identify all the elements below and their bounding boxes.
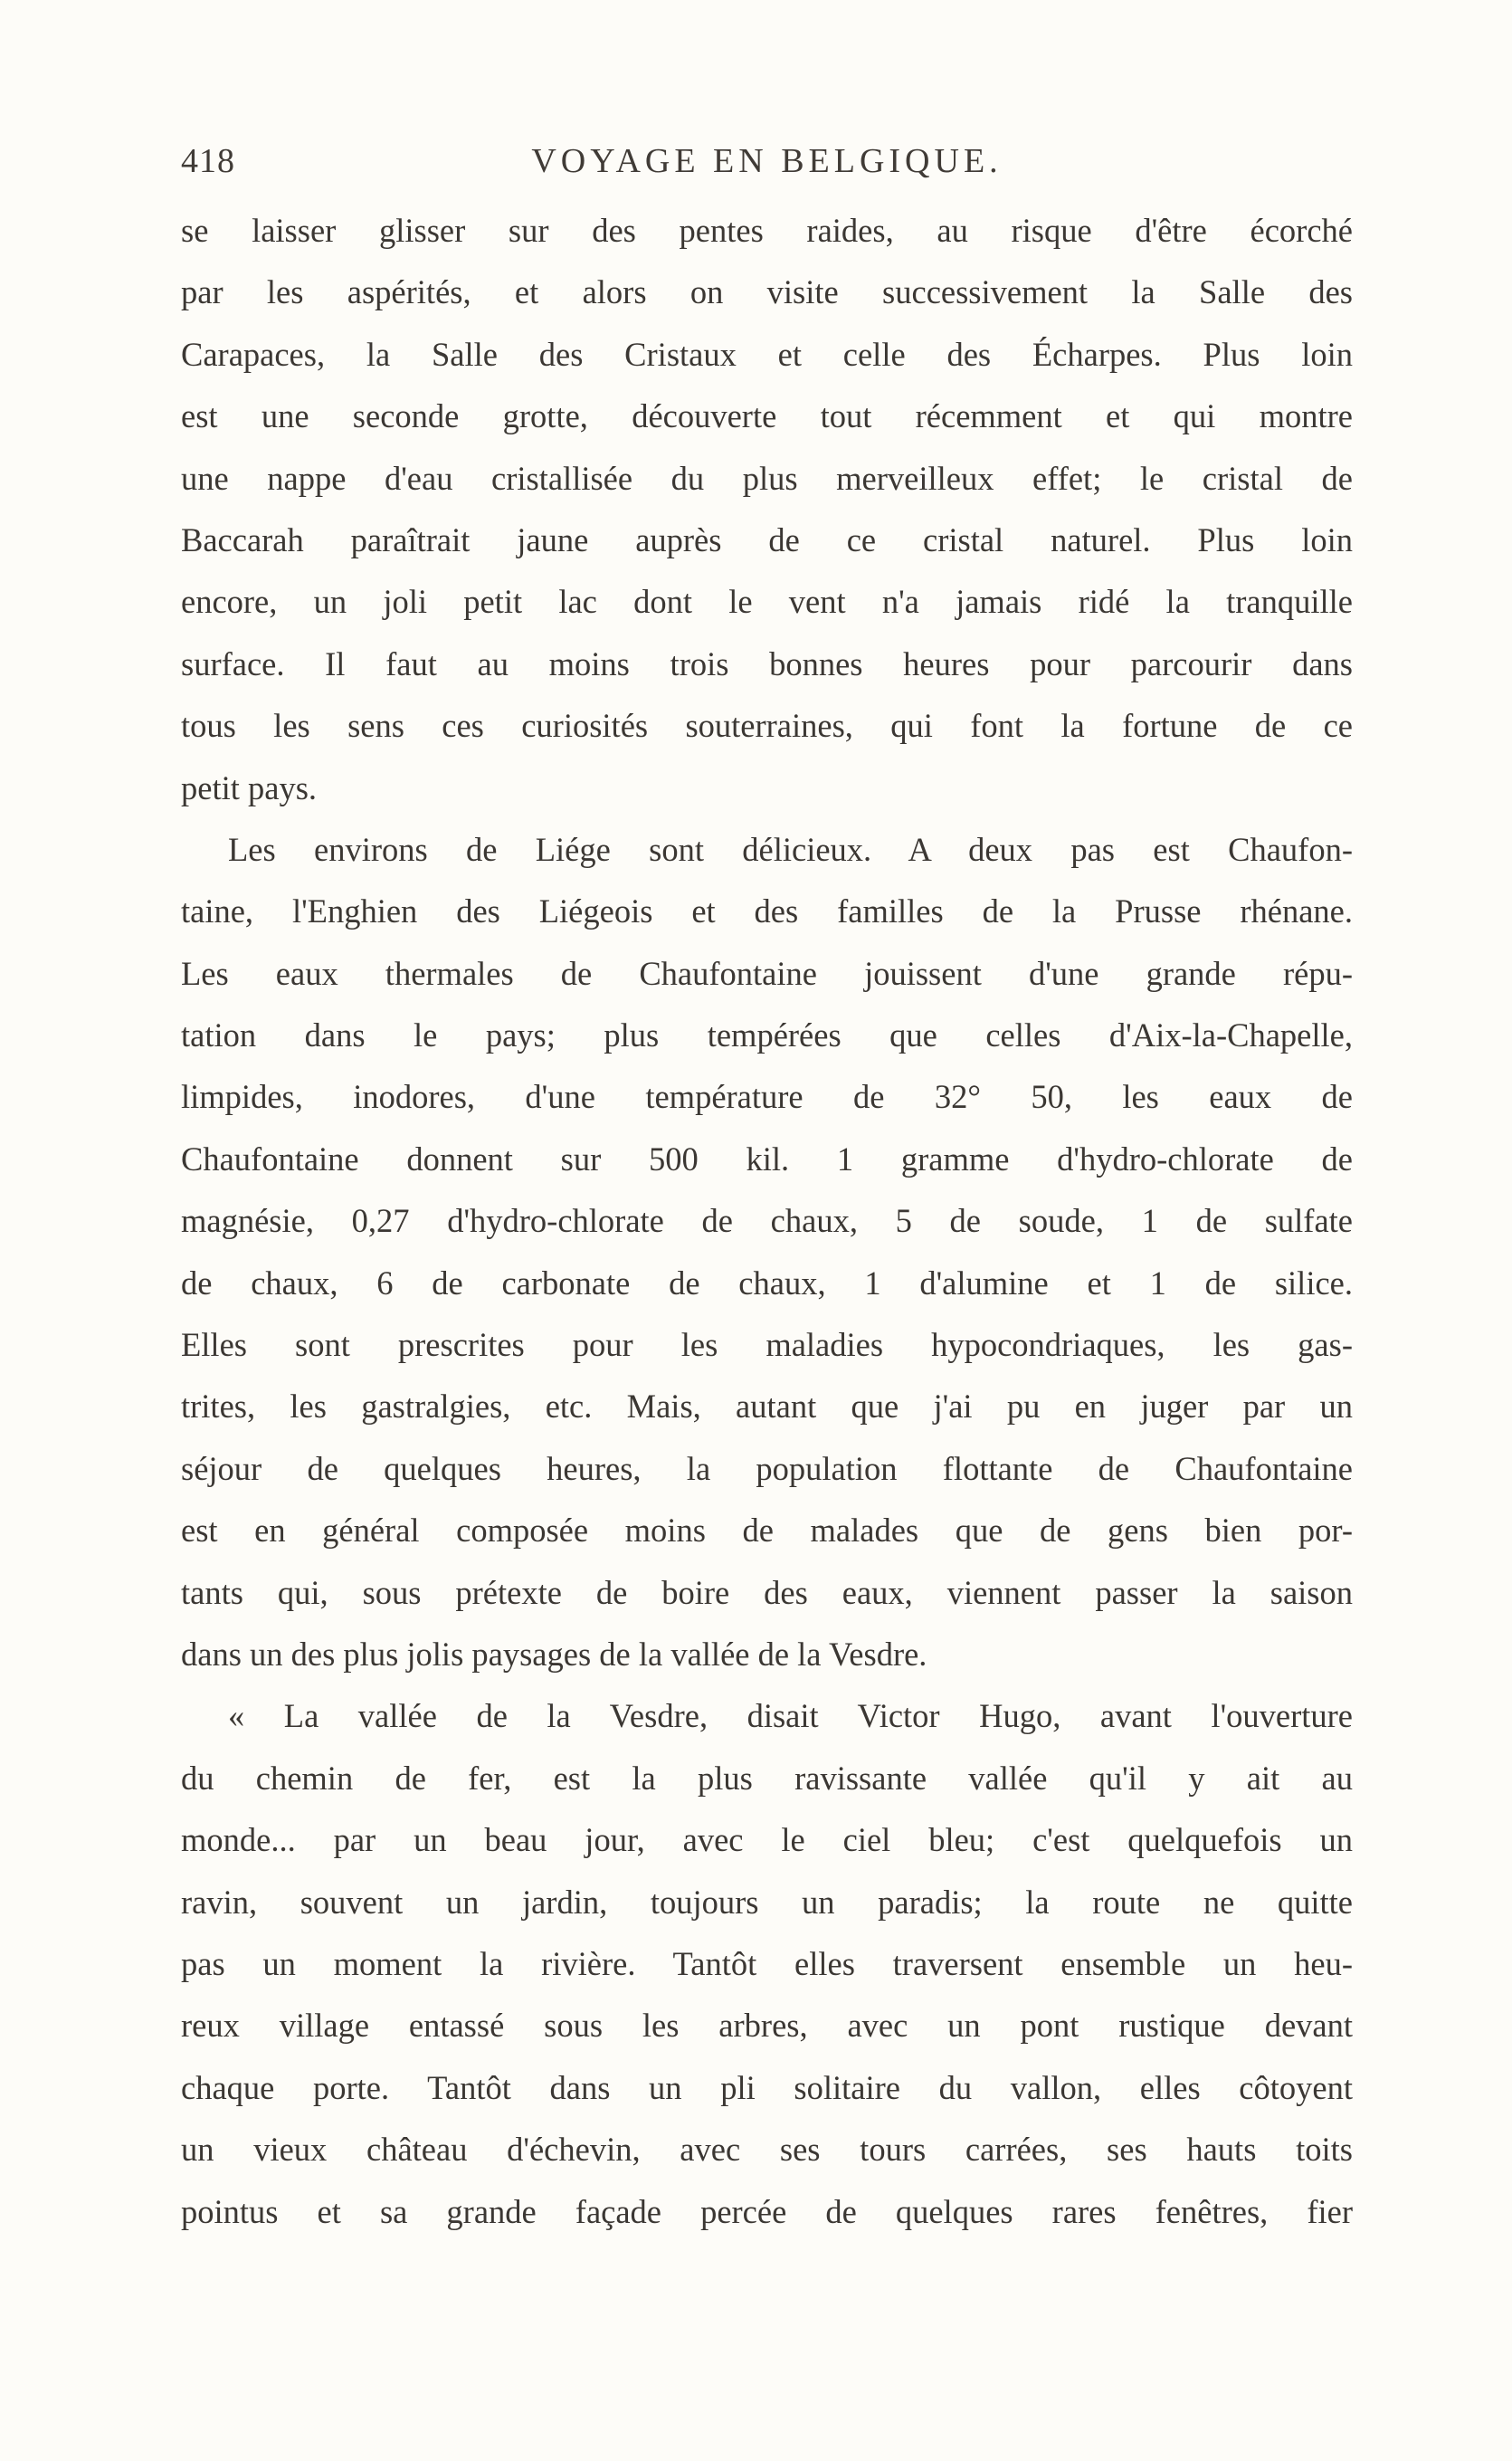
text-line: de chaux, 6 de carbonate de chaux, 1 d'alumine et 1 de silice. — [181, 1264, 1353, 1302]
running-head — [181, 141, 1353, 186]
body-text — [181, 200, 1353, 2243]
text-line: surface. Il faut au moins trois bonnes heures pour parcourir dans — [181, 644, 1353, 682]
text-line: est une seconde grotte, découverte tout récemment et qui montre — [181, 397, 1353, 435]
page-number: 418 — [181, 142, 235, 180]
text-line: reux village entassé sous les arbres, avec un pont rustique devant — [181, 2007, 1353, 2045]
text-line: Les eaux thermales de Chaufontaine jouissent d'une grande répu- — [181, 954, 1353, 992]
text-line: magnésie, 0,27 d'hydro-chlorate de chaux, 5 de soude, 1 de sulfate — [181, 1202, 1353, 1240]
text-line: chaque porte. Tantôt dans un pli solitaire du vallon, elles côtoyent — [181, 2068, 1353, 2106]
paragraph-end-line: dans un des plus jolis paysages de la vallée de la Vesdre. — [181, 1635, 927, 1673]
text-line: trites, les gastralgies, etc. Mais, autant que j'ai pu en juger par un — [181, 1388, 1353, 1426]
text-line: Chaufontaine donnent sur 500 kil. 1 gramme d'hydro-chlorate de — [181, 1140, 1353, 1178]
text-line: est en général composée moins de malades que de gens bien por- — [181, 1512, 1353, 1550]
text-line: du chemin de fer, est la plus ravissante vallée qu'il y ait au — [181, 1759, 1353, 1797]
text-line: limpides, inodores, d'une température de 32° 50, les eaux de — [181, 1078, 1353, 1116]
text-line: monde... par un beau jour, avec le ciel bleu; c'est quelquefois un — [181, 1821, 1353, 1859]
text-line: se laisser glisser sur des pentes raides, au risque d'être écorché — [181, 212, 1353, 249]
paragraph-end-line: petit pays. — [181, 768, 318, 806]
running-title: VOYAGE EN BELGIQUE. — [531, 142, 1003, 180]
paragraph-start-line: Les environs de Liége sont délicieux. A deux pas est Chaufon- — [228, 830, 1353, 868]
paragraph-start-line: « La vallée de la Vesdre, disait Victor Hugo, avant l'ouverture — [228, 1697, 1353, 1735]
text-line: par les aspérités, et alors on visite successivement la Salle des — [181, 273, 1353, 311]
text-line: ravin, souvent un jardin, toujours un paradis; la route ne quitte — [181, 1883, 1353, 1921]
text-line: Elles sont prescrites pour les maladies hypocondriaques, les gas- — [181, 1326, 1353, 1364]
text-line: encore, un joli petit lac dont le vent n'a jamais ridé la tranquille — [181, 583, 1353, 621]
text-line: taine, l'Enghien des Liégeois et des familles de la Prusse rhénane. — [181, 892, 1353, 930]
text-line: tous les sens ces curiosités souterraines, qui font la fortune de ce — [181, 707, 1353, 745]
text-line: séjour de quelques heures, la population flottante de Chaufontaine — [181, 1449, 1353, 1487]
text-line: Carapaces, la Salle des Cristaux et celle des Écharpes. Plus loin — [181, 335, 1353, 373]
text-line: tants qui, sous prétexte de boire des eaux, viennent passer la saison — [181, 1573, 1353, 1611]
text-line: tation dans le pays; plus tempérées que celles d'Aix-la-Chapelle, — [181, 1016, 1353, 1054]
text-line: pas un moment la rivière. Tantôt elles traversent ensemble un heu- — [181, 1944, 1353, 1982]
text-line: Baccarah paraîtrait jaune auprès de ce cristal naturel. Plus loin — [181, 520, 1353, 558]
text-line: pointus et sa grande façade percée de quelques rares fenêtres, fier — [181, 2192, 1353, 2230]
text-line: un vieux château d'échevin, avec ses tours carrées, ses hauts toits — [181, 2131, 1353, 2169]
text-line: une nappe d'eau cristallisée du plus merveilleux effet; le cristal de — [181, 459, 1353, 497]
